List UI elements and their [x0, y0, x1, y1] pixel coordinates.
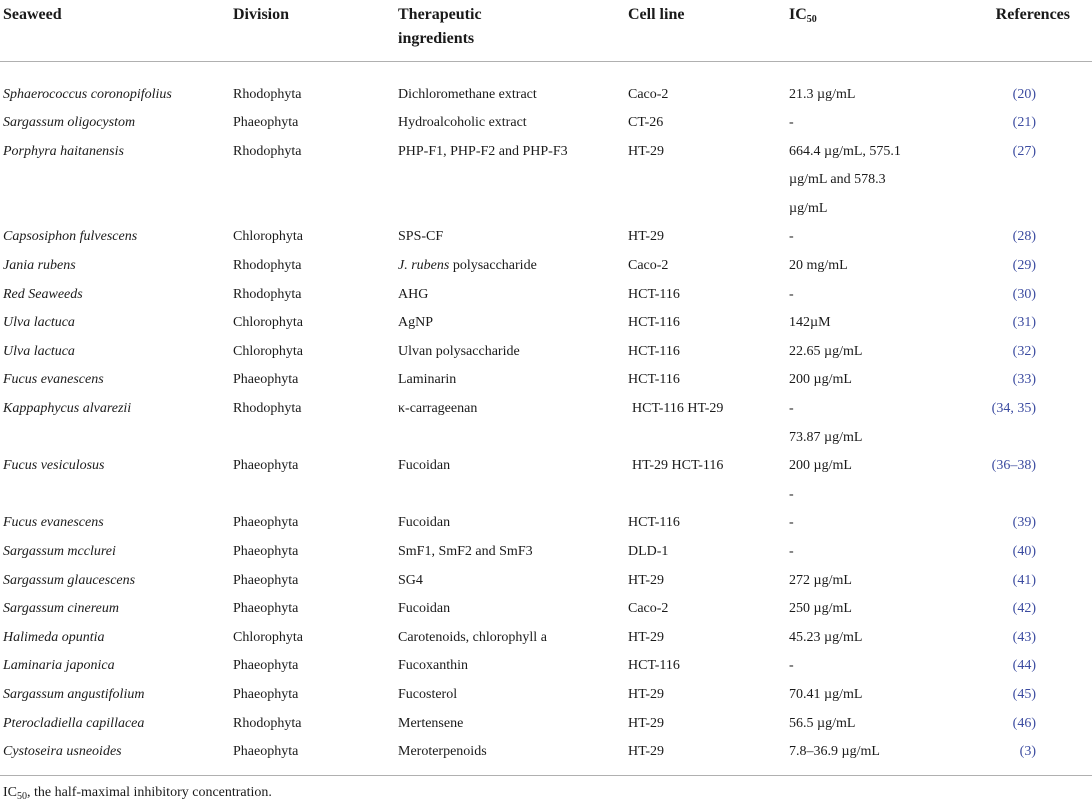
- cell-ingredients: [398, 595, 628, 624]
- cell-division: Rhodophyta: [233, 286, 302, 302]
- cell-ingredients: [398, 109, 628, 138]
- ic50-value: 73.87 µg/mL: [789, 429, 863, 445]
- cell-seaweed: Sphaerococcus coronopifolius: [3, 86, 172, 102]
- ic50-value: 272 µg/mL: [789, 572, 852, 588]
- footnote-abbr: IC: [3, 784, 17, 800]
- cell-division: Chlorophyta: [233, 343, 303, 359]
- cell-ingredients: [398, 366, 628, 395]
- cell-cell-line: HT-29: [628, 629, 665, 645]
- cell-division: Phaeophyta: [233, 515, 299, 531]
- cell-ingredients: [398, 681, 628, 710]
- reference-link[interactable]: (40): [1012, 544, 1036, 559]
- table-row: [0, 366, 1092, 395]
- table-row: [0, 509, 1092, 538]
- cell-ic50: [789, 538, 972, 567]
- cell-cell-line: HCT-116: [628, 286, 680, 302]
- cell-ingredients: [398, 509, 628, 538]
- cell-ic50: [789, 223, 972, 252]
- cell-ingredients: [398, 223, 628, 252]
- ic50-value: 200 µg/mL: [789, 372, 852, 388]
- table-row: [0, 710, 1092, 739]
- cell-seaweed: Sargassum angustifolium: [3, 686, 145, 702]
- cell-cell-line: Caco-2: [628, 258, 669, 274]
- table-row: [0, 61, 1092, 109]
- cell-ingredients: [398, 252, 628, 281]
- cell-division: Phaeophyta: [233, 658, 299, 674]
- cell-ingredients: [398, 710, 628, 739]
- cell-cell-line: HT-29 HCT-116: [632, 458, 724, 474]
- cell-division: Phaeophyta: [233, 458, 299, 474]
- ic50-value: -: [789, 544, 794, 559]
- ic50-value: 20 mg/mL: [789, 258, 848, 274]
- cell-ingredients: [398, 624, 628, 653]
- cell-division: Phaeophyta: [233, 744, 299, 760]
- cell-cell-line: HT-29: [628, 143, 665, 159]
- ingredients-text: Hydroalcoholic extract: [398, 115, 527, 131]
- table-body: [0, 61, 1092, 775]
- cell-ic50: [789, 652, 972, 681]
- cell-cell-line: HT-29: [628, 744, 665, 760]
- cell-cell-line: HCT-116: [628, 515, 680, 531]
- ic50-value: 664.4 µg/mL, 575.1: [789, 143, 901, 159]
- cell-ic50: [789, 309, 972, 338]
- header-ingredients: [398, 0, 628, 61]
- cell-ingredients: [398, 338, 628, 367]
- table-row: [0, 595, 1092, 624]
- reference-link[interactable]: (42): [1012, 601, 1036, 617]
- cell-ic50: [789, 567, 972, 596]
- cell-ic50: [789, 452, 972, 509]
- ic50-value: 142µM: [789, 315, 831, 331]
- cell-division: Rhodophyta: [233, 86, 302, 102]
- header-cell-line: Cell line: [628, 0, 789, 61]
- cell-division: Rhodophyta: [233, 258, 302, 274]
- ic50-value: -: [789, 286, 794, 302]
- cell-ingredients: [398, 395, 628, 452]
- reference-link[interactable]: (20): [1012, 86, 1036, 102]
- cell-ic50: [789, 252, 972, 281]
- cell-division: Phaeophyta: [233, 601, 299, 617]
- reference-link[interactable]: (46): [1012, 715, 1036, 731]
- cell-seaweed: Capsosiphon fulvescens: [3, 229, 138, 245]
- ingredients-italic: J. rubens: [398, 258, 450, 274]
- header-division: Division: [233, 0, 398, 61]
- cell-cell-line: HT-29: [628, 686, 665, 702]
- cell-division: Chlorophyta: [233, 629, 303, 645]
- reference-link[interactable]: (21): [1012, 115, 1036, 131]
- ic50-value: -: [789, 229, 794, 245]
- cell-ingredients: [398, 138, 628, 224]
- footnote-abbr-sub: 50: [17, 790, 27, 802]
- ic50-value: 56.5 µg/mL: [789, 715, 856, 731]
- ingredients-text: Fucoidan: [398, 515, 451, 531]
- cell-division: Phaeophyta: [233, 572, 299, 588]
- table-row: [0, 652, 1092, 681]
- cell-cell-line: HT-29: [628, 572, 665, 588]
- ic50-value: -: [789, 658, 794, 674]
- table-row: [0, 681, 1092, 710]
- ic50-value: 250 µg/mL: [789, 601, 852, 617]
- ic50-value: -: [789, 401, 794, 417]
- ingredients-text: Carotenoids, chlorophyll a: [398, 629, 547, 645]
- ic50-value: 70.41 µg/mL: [789, 686, 863, 702]
- ingredients-text: Meroterpenoids: [398, 744, 487, 760]
- header-ingredients-line2: ingredients: [398, 30, 475, 47]
- cell-cell-line: Caco-2: [628, 601, 669, 617]
- cell-division: Rhodophyta: [233, 401, 302, 417]
- cell-ingredients: [398, 567, 628, 596]
- reference-link[interactable]: (34, 35): [991, 401, 1036, 417]
- cell-seaweed: Red Seaweeds: [3, 286, 83, 302]
- cell-ic50: [789, 509, 972, 538]
- ic50-value: -: [789, 515, 794, 531]
- table-row: [0, 567, 1092, 596]
- table-row: [0, 138, 1092, 224]
- ingredients-text: Ulvan polysaccharide: [398, 343, 520, 359]
- cell-seaweed: Porphyra haitanensis: [3, 143, 124, 159]
- table-row: [0, 338, 1092, 367]
- reference-link[interactable]: (32): [1012, 343, 1036, 359]
- footnote-text: , the half-maximal inhibitory concentration.: [27, 784, 272, 800]
- table-row: [0, 738, 1092, 775]
- cell-seaweed: Jania rubens: [3, 258, 76, 274]
- reference-link[interactable]: (28): [1012, 229, 1036, 245]
- cell-seaweed: Sargassum mcclurei: [3, 544, 116, 559]
- cell-ingredients: [398, 538, 628, 567]
- table-row: [0, 281, 1092, 310]
- reference-link[interactable]: (33): [1012, 372, 1036, 388]
- header-ingredients-line1: Therapeutic: [398, 6, 482, 23]
- table-row: [0, 223, 1092, 252]
- cell-ic50: [789, 624, 972, 653]
- cell-ingredients: [398, 281, 628, 310]
- header-seaweed: Seaweed: [0, 0, 233, 61]
- reference-link[interactable]: (27): [1012, 143, 1036, 159]
- cell-division: Phaeophyta: [233, 372, 299, 388]
- ingredients-text: AgNP: [398, 315, 434, 331]
- header-references: References: [972, 0, 1092, 61]
- ingredients-text: SG4: [398, 572, 423, 588]
- cell-cell-line: HT-29: [628, 715, 665, 731]
- ingredients-text: PHP-F1, PHP-F2 and PHP-F3: [398, 143, 568, 159]
- reference-link[interactable]: (29): [1012, 258, 1036, 274]
- table-row: [0, 538, 1092, 567]
- ingredients-text: Fucosterol: [398, 686, 458, 702]
- cell-ingredients: [398, 452, 628, 509]
- table-row: [0, 395, 1092, 452]
- ingredients-text: Dichloromethane extract: [398, 86, 537, 102]
- cell-seaweed: Cystoseira usneoides: [3, 744, 122, 760]
- ic50-value: 22.65 µg/mL: [789, 343, 863, 359]
- cell-seaweed: Sargassum cinereum: [3, 601, 120, 617]
- cell-seaweed: Kappaphycus alvarezii: [3, 401, 132, 417]
- table-row: [0, 624, 1092, 653]
- table-row: [0, 252, 1092, 281]
- ic50-value: 200 µg/mL: [789, 458, 852, 474]
- table-header-row: [0, 0, 1092, 61]
- ingredients-text: SPS-CF: [398, 229, 444, 245]
- cell-cell-line: HCT-116: [628, 372, 680, 388]
- reference-link[interactable]: (3): [1019, 744, 1036, 760]
- cell-seaweed: Fucus vesiculosus: [3, 458, 105, 474]
- cell-ingredients: [398, 309, 628, 338]
- ic50-value: -: [789, 486, 794, 502]
- ingredients-text: Laminarin: [398, 372, 457, 388]
- cell-ic50: [789, 61, 972, 109]
- cell-division: Rhodophyta: [233, 143, 302, 159]
- cell-ic50: [789, 109, 972, 138]
- reference-link[interactable]: (39): [1012, 515, 1036, 531]
- ingredients-text: AHG: [398, 286, 429, 302]
- cell-division: Chlorophyta: [233, 229, 303, 245]
- cell-division: Chlorophyta: [233, 315, 303, 331]
- ingredients-text: polysaccharide: [449, 258, 537, 274]
- cell-cell-line: Caco-2: [628, 86, 669, 102]
- cell-seaweed: Laminaria japonica: [3, 658, 115, 674]
- cell-cell-line: DLD-1: [628, 544, 669, 559]
- reference-link[interactable]: (44): [1012, 658, 1036, 674]
- ingredients-text: Fucoxanthin: [398, 658, 468, 674]
- reference-link[interactable]: (45): [1012, 686, 1036, 702]
- cell-division: Phaeophyta: [233, 544, 299, 559]
- cell-division: Rhodophyta: [233, 715, 302, 731]
- cell-cell-line: HCT-116: [628, 658, 680, 674]
- ic50-value: 7.8–36.9 µg/mL: [789, 744, 880, 760]
- ic50-value: 45.23 µg/mL: [789, 629, 863, 645]
- cell-cell-line: CT-26: [628, 115, 664, 131]
- cell-seaweed: Sargassum oligocystom: [3, 115, 136, 131]
- ic50-value: µg/mL and 578.3: [789, 172, 886, 188]
- cell-seaweed: Halimeda opuntia: [3, 629, 105, 645]
- reference-link[interactable]: (31): [1012, 315, 1036, 331]
- ingredients-text: Fucoidan: [398, 601, 451, 617]
- table-footnote: [0, 776, 1092, 802]
- ingredients-text: κ-carrageenan: [398, 401, 478, 417]
- cell-cell-line: HT-29: [628, 229, 665, 245]
- cell-ic50: [789, 281, 972, 310]
- cell-seaweed: Ulva lactuca: [3, 343, 75, 359]
- cell-ic50: [789, 710, 972, 739]
- table-row: [0, 452, 1092, 509]
- cell-ingredients: [398, 61, 628, 109]
- cell-ic50: [789, 738, 972, 775]
- header-ic50-sub: 50: [806, 14, 817, 25]
- cell-ic50: [789, 138, 972, 224]
- cell-division: Phaeophyta: [233, 686, 299, 702]
- ingredients-text: SmF1, SmF2 and SmF3: [398, 544, 533, 559]
- cell-division: Phaeophyta: [233, 115, 299, 131]
- cell-cell-line: HCT-116: [628, 343, 680, 359]
- cell-ic50: [789, 338, 972, 367]
- cell-ic50: [789, 395, 972, 452]
- cell-ic50: [789, 366, 972, 395]
- cell-seaweed: Sargassum glaucescens: [3, 572, 136, 588]
- header-ic50-main: IC: [789, 6, 807, 23]
- cell-ingredients: [398, 652, 628, 681]
- reference-link[interactable]: (30): [1012, 286, 1036, 302]
- cell-ic50: [789, 681, 972, 710]
- cell-seaweed: Fucus evanescens: [3, 372, 104, 388]
- reference-link[interactable]: (36–38): [991, 458, 1036, 474]
- reference-link[interactable]: (41): [1012, 572, 1036, 588]
- cell-cell-line: HCT-116 HT-29: [632, 401, 724, 417]
- header-ic50: [789, 0, 972, 61]
- cell-ic50: [789, 595, 972, 624]
- table-row: [0, 309, 1092, 338]
- cell-seaweed: Pterocladiella capillacea: [3, 715, 145, 731]
- ic50-value: 21.3 µg/mL: [789, 86, 856, 102]
- table-row: [0, 109, 1092, 138]
- cell-ingredients: [398, 738, 628, 775]
- cell-seaweed: Ulva lactuca: [3, 315, 75, 331]
- ic50-value: -: [789, 115, 794, 131]
- ic50-value: µg/mL: [789, 200, 828, 216]
- reference-link[interactable]: (43): [1012, 629, 1036, 645]
- ingredients-text: Fucoidan: [398, 458, 451, 474]
- cell-cell-line: HCT-116: [628, 315, 680, 331]
- ingredients-text: Mertensene: [398, 715, 464, 731]
- cell-seaweed: Fucus evanescens: [3, 515, 104, 531]
